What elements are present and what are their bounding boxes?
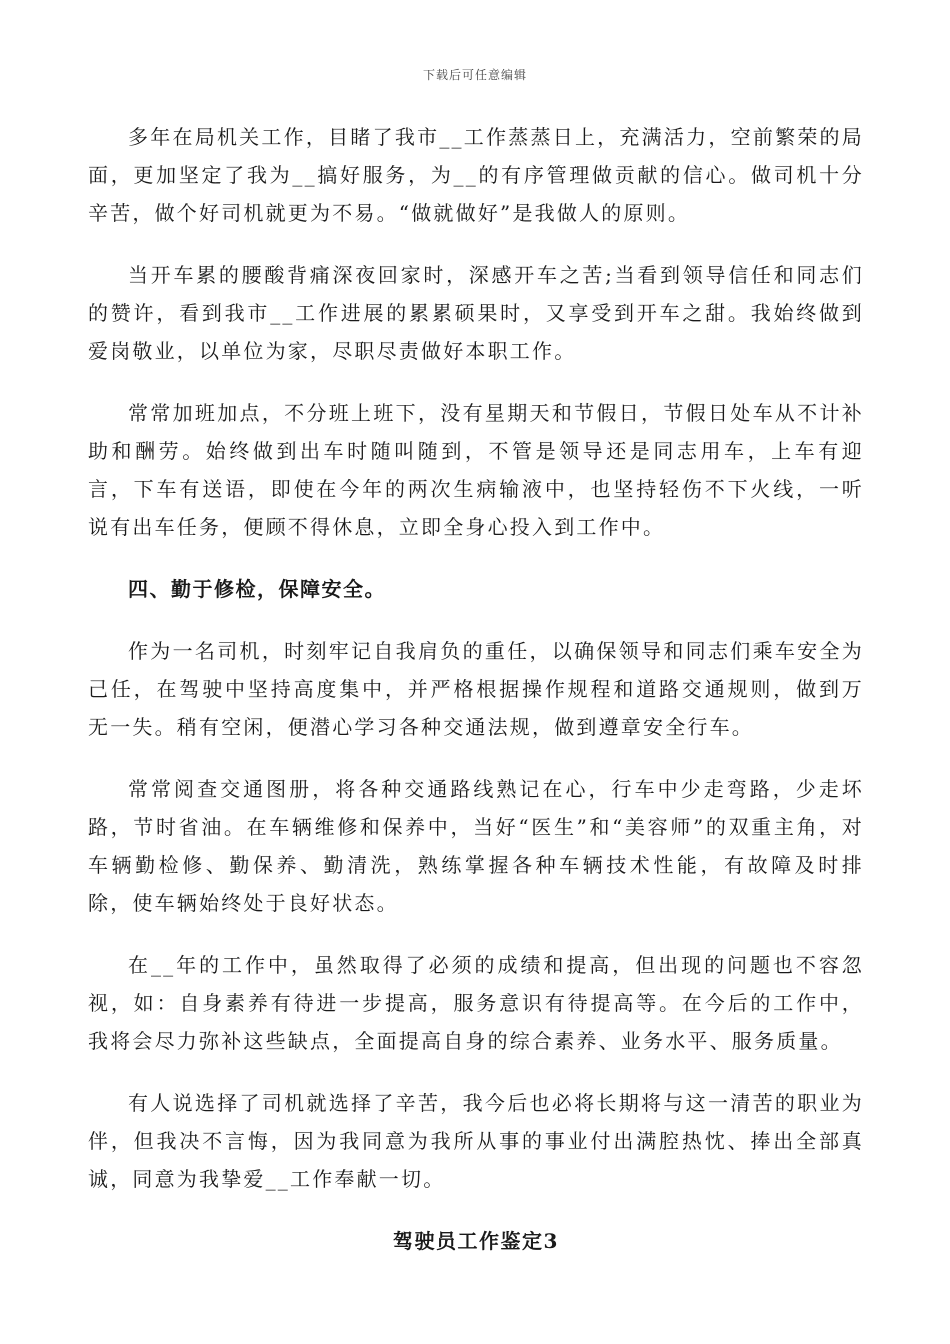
section-title: 驾驶员工作鉴定3 — [393, 1229, 559, 1253]
paragraph-3: 常常加班加点，不分班上班下，没有星期天和节假日，节假日处车从不计补助和酬劳。始终做到出车时随叫随到，不管是领导还是同志用车，上车有迎言，下车有送语，即使在今年的两次生病输液中，也坚持轻伤不下火线，一听说有出车任务，便顾不得休息，立即全身心投入到工作中。 — [88, 401, 864, 539]
paragraph-7: 有人说选择了司机就选择了辛苦，我今后也必将长期将与这一清苦的职业为伴，但我决不言悔，因为我同意为我所从事的事业付出满腔热忱、捧出全部真诚，同意为我挚爱__工作奉献一切。 — [88, 1091, 864, 1191]
paragraph-4: 作为一名司机，时刻牢记自我肩负的重任，以确保领导和同志们乘车安全为己任，在驾驶中坚持高度集中，并严格根据操作规程和道路交通规则，做到万无一失。稍有空闲，便潜心学习各种交通法规，做到遵章安全行车。 — [88, 639, 864, 739]
paragraph-1: 多年在局机关工作，目睹了我市__工作蒸蒸日上，充满活力，空前繁荣的局面，更加坚定了我为__搞好服务，为__的有序管理做贡献的信心。做司机十分辛苦，做个好司机就更为不易。“做就做好”是我做人的原则。 — [88, 125, 864, 225]
paragraph-2: 当开车累的腰酸背痛深夜回家时，深感开车之苦;当看到领导信任和同志们的赞许，看到我市__工作进展的累累硕果时，又享受到开车之甜。我始终做到爱岗敬业，以单位为家，尽职尽责做好本职工作。 — [88, 263, 864, 363]
paragraph-6: 在__年的工作中，虽然取得了必须的成绩和提高，但出现的问题也不容忽视，如：自身素养有待进一步提高，服务意识有待提高等。在今后的工作中，我将会尽力弥补这些缺点，全面提高自身的综合素养、业务水平、服务质量。 — [88, 953, 864, 1053]
section-heading-4: 四、勤于修检，保障安全。 — [128, 577, 386, 601]
header-note: 下载后可任意编辑 — [422, 68, 527, 82]
paragraph-5: 常常阅查交通图册，将各种交通路线熟记在心，行车中少走弯路，少走坏路，节时省油。在车辆维修和保养中，当好“医生”和“美容师”的双重主角，对车辆勤检修、勤保养、勤清洗，熟练掌握各种车辆技术性能，有故障及时排除，使车辆始终处于良好状态。 — [88, 777, 864, 915]
document-body — [88, 118, 864, 1260]
